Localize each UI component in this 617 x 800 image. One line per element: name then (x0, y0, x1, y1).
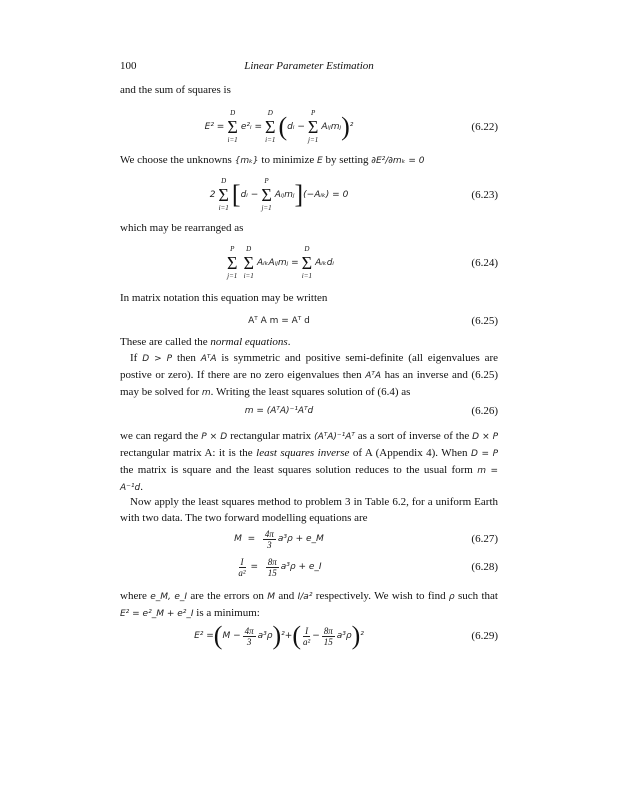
equation-6-29-body: E² = ( M − $\frac{4\pi}{3}$ a³ρ ) ² + ( $\frac{I}{\text{a²}}$ − $\frac{8\pi}{15}$ a³ρ ) ² (194, 621, 364, 650)
equation-number: (6.23) (471, 189, 498, 201)
equation-6-25 (120, 308, 498, 334)
equation-6-22 (120, 104, 498, 150)
equation-6-24 (120, 240, 498, 286)
equation-6-27 (120, 524, 498, 554)
equation-number: (6.25) (471, 315, 498, 327)
paragraph-if-d-greater-p: If D > P then AᵀA is symmetric and positive semi-definite (all eigenvalues are postive or zero). If there are no zero eigenvalues then AᵀA has an inverse and (6.25) may be solved for m. Writing the least squares solution of (6.4) as (120, 352, 499, 398)
running-title: Linear Parameter Estimation (244, 60, 374, 72)
equation-6-22-body: E² = D Σ i=1 e²ᵢ = D Σ i=1 ( dᵢ − P Σ j=1 Aᵢⱼmⱼ ) ² (204, 109, 354, 144)
paragraph-choose-unknowns: We choose the unknowns {mₖ} to minimize E by setting ∂E²/∂mₖ = 0 (120, 154, 425, 166)
equation-6-29 (120, 616, 498, 656)
equation-6-26 (120, 398, 498, 424)
equation-6-23-body: 2 D Σ i=1 [ dᵢ − P Σ j=1 Aᵢⱼmⱼ ] (−Aᵢₖ) = 0 (209, 177, 349, 212)
paragraph-matrix-notation: In matrix notation this equation may be written (120, 292, 328, 304)
equation-6-25-body: Aᵀ A m = Aᵀ d (248, 316, 310, 326)
equation-6-24-body: P Σ j=1 D Σ i=1 AᵢₖAᵢⱼmⱼ = D Σ i=1 Aᵢₖdᵢ (226, 245, 335, 280)
equation-number: (6.22) (471, 121, 498, 133)
equation-6-26-body: m = (AᵀA)⁻¹Aᵀd (244, 406, 314, 416)
paragraph-rearranged: which may be rearranged as (120, 222, 244, 234)
page-number: 100 (120, 60, 137, 72)
equation-6-28-body: $\frac{I}{\text{a²}}$ = $\frac{8\pi}{15}$ a³ρ + e_I (238, 556, 322, 578)
paragraph-errors: where e_M, e_I are the errors on M and I/a² respectively. We wish to find ρ such that E² = e²_M + e²_I is a minimum: (120, 590, 498, 619)
equation-number: (6.27) (471, 533, 498, 545)
equation-number: (6.28) (471, 561, 498, 573)
paragraph-normal-equations: These are called the normal equations. (120, 336, 291, 348)
equation-6-23 (120, 172, 498, 218)
equation-6-27-body: M = $\frac{4\pi}{3}$ a³ρ + e_M (234, 528, 324, 550)
running-header (120, 60, 498, 76)
equation-6-28 (120, 552, 498, 582)
equation-number: (6.24) (471, 257, 498, 269)
paragraph-apply-method: Now apply the least squares method to problem 3 in Table 6.2, for a uniform Earth with two data. The two forward modelling equations are (120, 496, 498, 524)
equation-number: (6.26) (471, 405, 498, 417)
equation-number: (6.29) (471, 630, 498, 642)
paragraph-sum-of-squares: and the sum of squares is (120, 84, 231, 96)
paragraph-least-squares-inverse: we can regard the P × D rectangular matrix (AᵀA)⁻¹Aᵀ as a sort of inverse of the D × P rectangular matrix A: it is the least squares inverse of A (Appendix 4). When D = P the matrix is square and the least squares solution reduces to the usual form m = A⁻¹d. (120, 430, 499, 493)
